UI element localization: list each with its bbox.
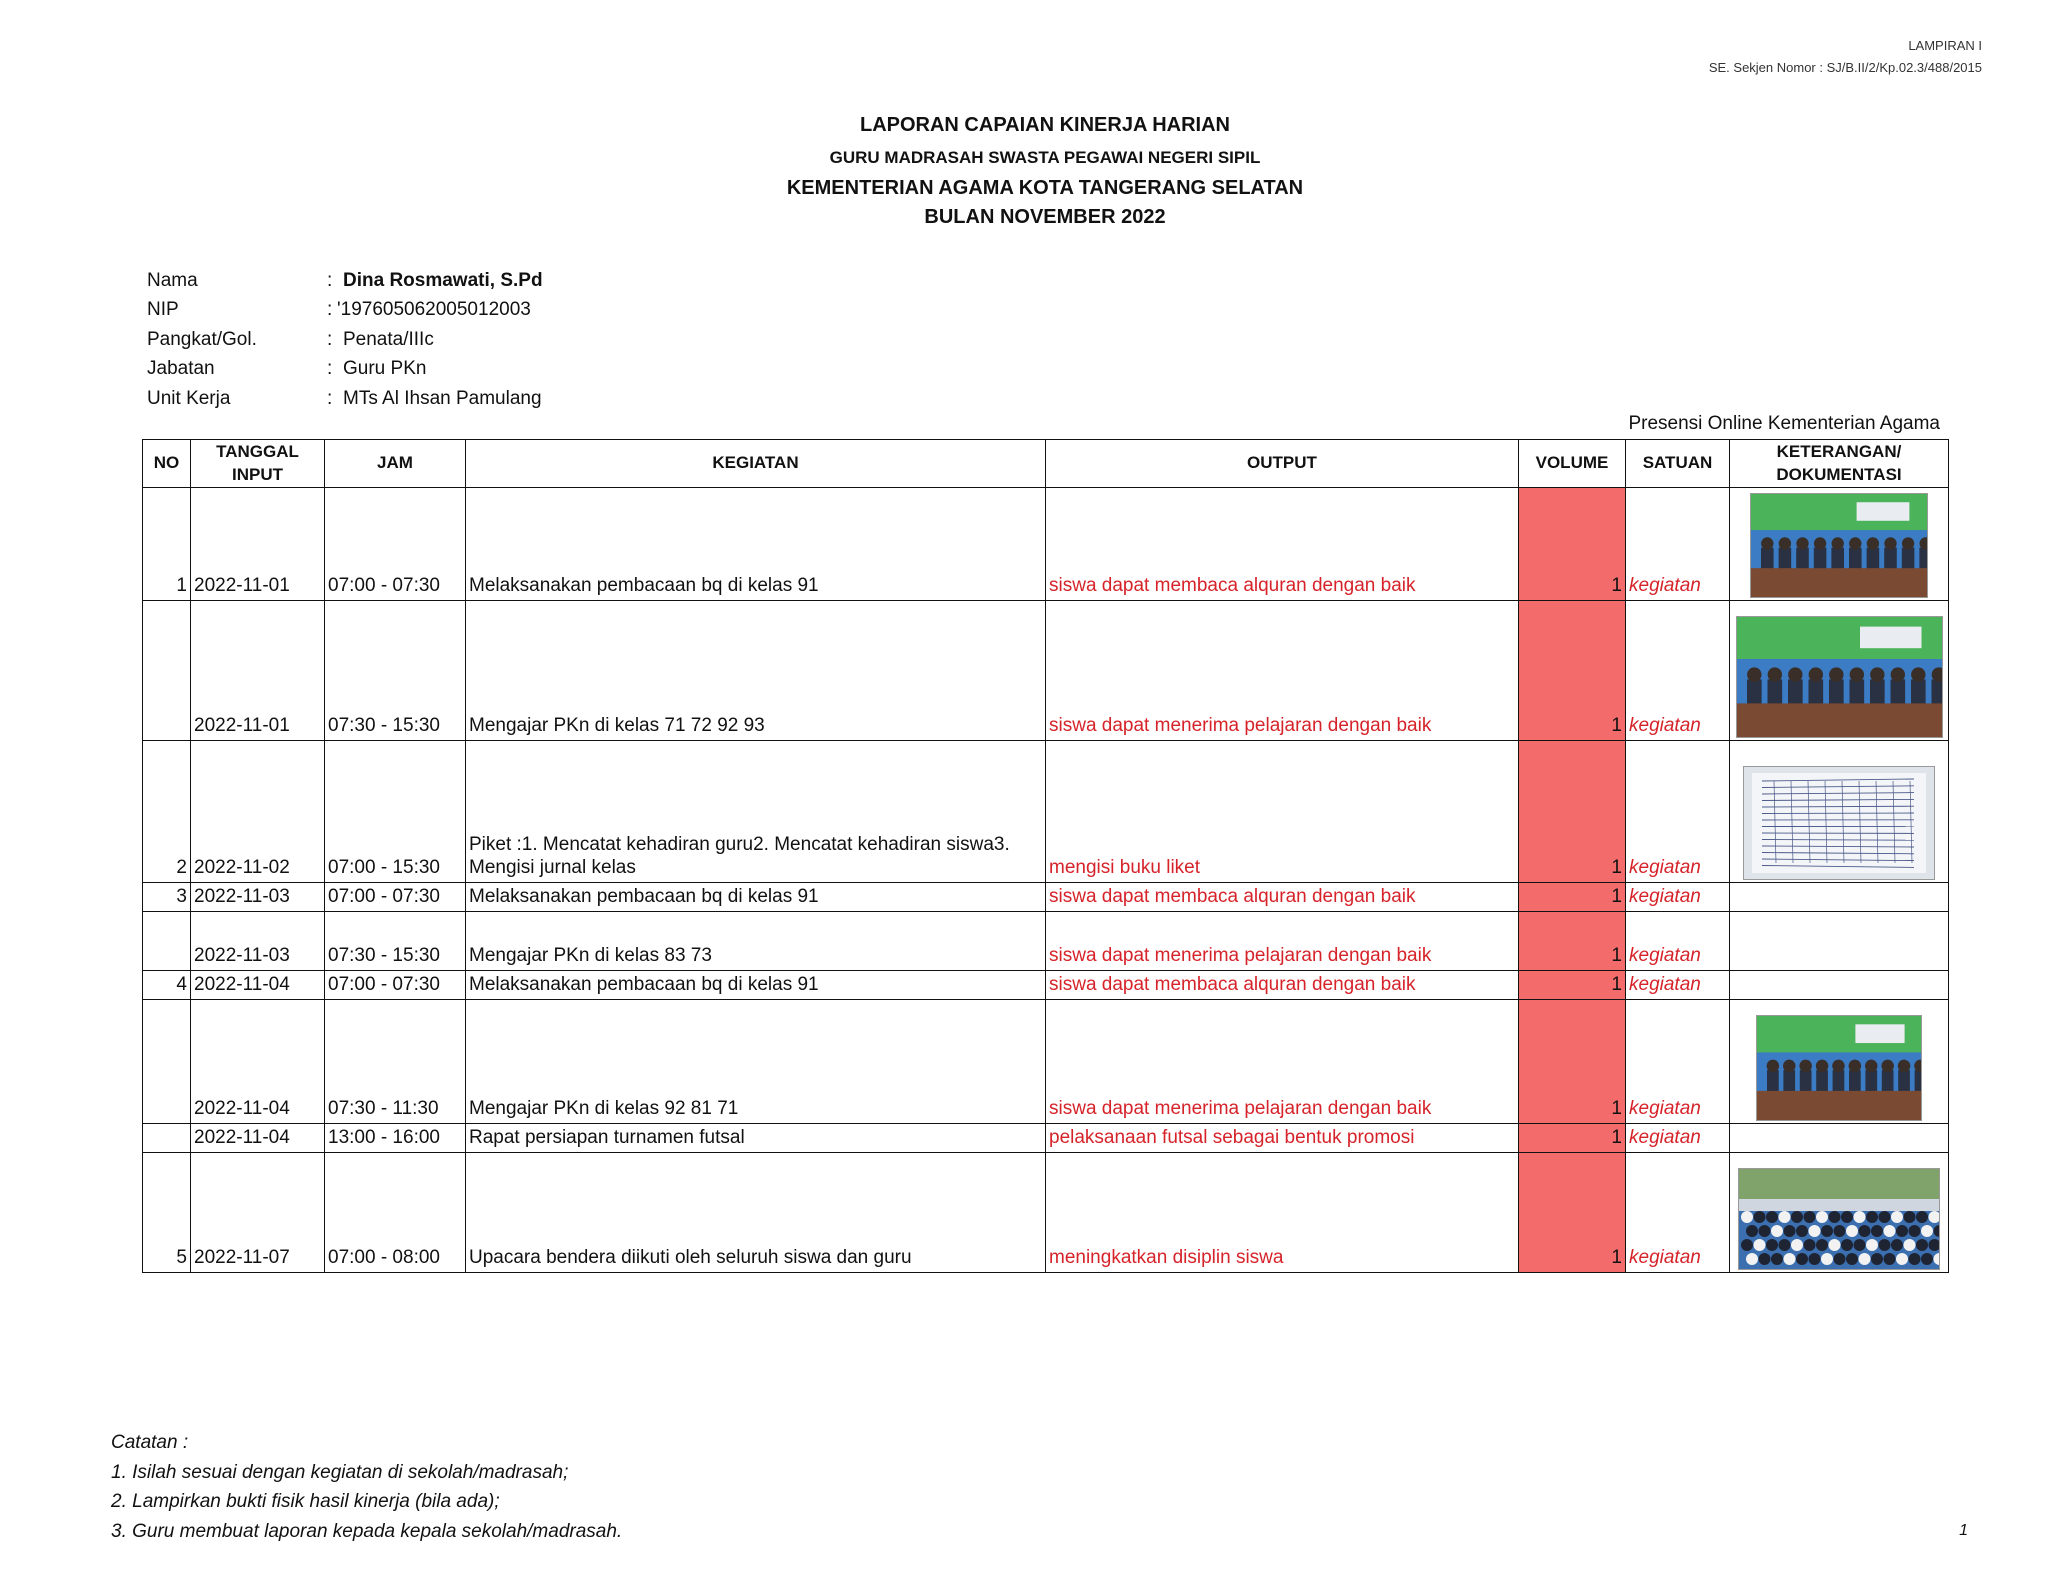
cell-kegiatan: Rapat persiapan turnamen futsal [466, 1124, 1046, 1153]
se-nomor: SE. Sekjen Nomor : SJ/B.II/2/Kp.02.3/488/2015 [1708, 60, 1982, 75]
info-value: Guru PKn [343, 358, 427, 380]
cell-keterangan [1730, 1000, 1949, 1124]
lampiran-label: LAMPIRAN I [1908, 38, 1982, 53]
page-number: 1 [1959, 1522, 1968, 1539]
info-label: Unit Kerja [147, 387, 231, 409]
cell-volume: 1 [1519, 1000, 1626, 1124]
classroom-photo [1756, 1015, 1922, 1121]
cell-volume: 1 [1519, 1153, 1626, 1273]
cell-kegiatan: Melaksanakan pembacaan bq di kelas 91 [466, 488, 1046, 601]
report-institution: KEMENTERIAN AGAMA KOTA TANGERANG SELATAN [786, 177, 1304, 199]
header-no: NO [143, 440, 191, 488]
cell-output: pelaksanaan futsal sebagai bentuk promosi [1046, 1124, 1519, 1153]
employee-info: Nama : Dina Rosmawati, S.Pd NIP : '197605062005012003 Pangkat/Gol. : Penata/IIIc Jabatan : Guru PKn Unit Kerja : MTs Al Ihsan Pamulang [147, 269, 543, 409]
info-value: MTs Al Ihsan Pamulang [343, 387, 542, 409]
cell-no [143, 601, 191, 741]
cell-jam: 07:00 - 07:30 [325, 883, 466, 912]
header-volume: VOLUME [1519, 440, 1626, 488]
cell-volume: 1 [1519, 741, 1626, 883]
cell-keterangan [1730, 971, 1949, 1000]
cell-tanggal: 2022-11-03 [191, 912, 325, 971]
cell-keterangan [1730, 601, 1949, 741]
notes [111, 1432, 622, 1550]
cell-satuan: kegiatan [1626, 488, 1730, 601]
notes-title: Catatan : [111, 1432, 189, 1453]
cell-output: meningkatkan disiplin siswa [1046, 1153, 1519, 1273]
presensi-label: Presensi Online Kementerian Agama [1628, 413, 1940, 434]
cell-keterangan [1730, 912, 1949, 971]
cell-kegiatan: Piket :1. Mencatat kehadiran guru2. Mencatat kehadiran siswa3. Mengisi jurnal kelas [466, 741, 1046, 883]
header-tanggal: TANGGAL INPUT [191, 440, 325, 488]
cell-tanggal: 2022-11-03 [191, 883, 325, 912]
cell-tanggal: 2022-11-07 [191, 1153, 325, 1273]
cell-keterangan [1730, 488, 1949, 601]
cell-volume: 1 [1519, 1124, 1626, 1153]
cell-kegiatan: Upacara bendera diikuti oleh seluruh siswa dan guru [466, 1153, 1046, 1273]
cell-satuan: kegiatan [1626, 1153, 1730, 1273]
info-value: Dina Rosmawati, S.Pd [343, 269, 543, 291]
note-item: 3. Guru membuat laporan kepada kepala sekolah/madrasah. [111, 1520, 623, 1542]
cell-no: 5 [143, 1153, 191, 1273]
info-label: NIP [147, 299, 179, 321]
cell-keterangan [1730, 741, 1949, 883]
cell-jam: 07:00 - 07:30 [325, 971, 466, 1000]
cell-satuan: kegiatan [1626, 912, 1730, 971]
ceremony-photo [1738, 1168, 1940, 1270]
classroom-photo [1736, 616, 1943, 738]
cell-kegiatan: Melaksanakan pembacaan bq di kelas 91 [466, 971, 1046, 1000]
report-title: LAPORAN CAPAIAN KINERJA HARIAN [859, 114, 1230, 136]
table-row [143, 883, 1949, 912]
cell-jam: 13:00 - 16:00 [325, 1124, 466, 1153]
note-item: 1. Isilah sesuai dengan kegiatan di sekolah/madrasah; [111, 1461, 569, 1483]
cell-no: 2 [143, 741, 191, 883]
cell-jam: 07:00 - 08:00 [325, 1153, 466, 1273]
cell-satuan: kegiatan [1626, 1000, 1730, 1124]
table-row [143, 971, 1949, 1000]
header-jam: JAM [325, 440, 466, 488]
cell-no [143, 1000, 191, 1124]
cell-tanggal: 2022-11-01 [191, 488, 325, 601]
cell-volume: 1 [1519, 883, 1626, 912]
cell-volume: 1 [1519, 488, 1626, 601]
cell-output: siswa dapat membaca alquran dengan baik [1046, 883, 1519, 912]
cell-output: siswa dapat menerima pelajaran dengan baik [1046, 601, 1519, 741]
cell-satuan: kegiatan [1626, 1124, 1730, 1153]
info-label: Pangkat/Gol. [147, 328, 257, 350]
cell-no [143, 1124, 191, 1153]
cell-volume: 1 [1519, 971, 1626, 1000]
cell-output: siswa dapat membaca alquran dengan baik [1046, 971, 1519, 1000]
cell-keterangan [1730, 1124, 1949, 1153]
cell-satuan: kegiatan [1626, 971, 1730, 1000]
header-satuan: SATUAN [1626, 440, 1730, 488]
info-value: Penata/IIIc [343, 328, 434, 350]
cell-tanggal: 2022-11-04 [191, 1000, 325, 1124]
cell-satuan: kegiatan [1626, 601, 1730, 741]
header-output: OUTPUT [1046, 440, 1519, 488]
cell-kegiatan: Melaksanakan pembacaan bq di kelas 91 [466, 883, 1046, 912]
table-row [143, 912, 1949, 971]
cell-output: siswa dapat menerima pelajaran dengan baik [1046, 1000, 1519, 1124]
cell-volume: 1 [1519, 601, 1626, 741]
cell-satuan: kegiatan [1626, 741, 1730, 883]
document-photo [1743, 766, 1935, 880]
table-row [143, 1124, 1949, 1153]
cell-satuan: kegiatan [1626, 883, 1730, 912]
cell-output: mengisi buku liket [1046, 741, 1519, 883]
cell-jam: 07:30 - 15:30 [325, 601, 466, 741]
table-row [143, 1000, 1949, 1124]
cell-tanggal: 2022-11-04 [191, 1124, 325, 1153]
info-value: '197605062005012003 [337, 299, 531, 321]
cell-no: 3 [143, 883, 191, 912]
report-month: BULAN NOVEMBER 2022 [924, 206, 1166, 228]
cell-output: siswa dapat menerima pelajaran dengan baik [1046, 912, 1519, 971]
cell-jam: 07:30 - 15:30 [325, 912, 466, 971]
info-label: Jabatan [147, 358, 215, 380]
cell-kegiatan: Mengajar PKn di kelas 71 72 92 93 [466, 601, 1046, 741]
table-row [143, 601, 1949, 741]
header-kegiatan: KEGIATAN [466, 440, 1046, 488]
cell-tanggal: 2022-11-04 [191, 971, 325, 1000]
classroom-photo [1750, 493, 1928, 598]
cell-no: 4 [143, 971, 191, 1000]
report-subtitle: GURU MADRASAH SWASTA PEGAWAI NEGERI SIPIL [829, 148, 1261, 167]
table-row [143, 1153, 1949, 1273]
cell-tanggal: 2022-11-02 [191, 741, 325, 883]
note-item: 2. Lampirkan bukti fisik hasil kinerja (bila ada); [111, 1491, 500, 1512]
cell-no: 1 [143, 488, 191, 601]
cell-jam: 07:30 - 11:30 [325, 1000, 466, 1124]
cell-jam: 07:00 - 07:30 [325, 488, 466, 601]
cell-volume: 1 [1519, 912, 1626, 971]
cell-no [143, 912, 191, 971]
cell-kegiatan: Mengajar PKn di kelas 83 73 [466, 912, 1046, 971]
cell-keterangan [1730, 1153, 1949, 1273]
cell-jam: 07:00 - 15:30 [325, 741, 466, 883]
cell-output: siswa dapat membaca alquran dengan baik [1046, 488, 1519, 601]
table-row [143, 741, 1949, 883]
cell-keterangan [1730, 883, 1949, 912]
table-row [143, 488, 1949, 601]
kinerja-table [142, 439, 1949, 1273]
header-keterangan: KETERANGAN/ DOKUMENTASI [1730, 440, 1949, 488]
cell-kegiatan: Mengajar PKn di kelas 92 81 71 [466, 1000, 1046, 1124]
info-label: Nama [147, 269, 198, 291]
cell-tanggal: 2022-11-01 [191, 601, 325, 741]
